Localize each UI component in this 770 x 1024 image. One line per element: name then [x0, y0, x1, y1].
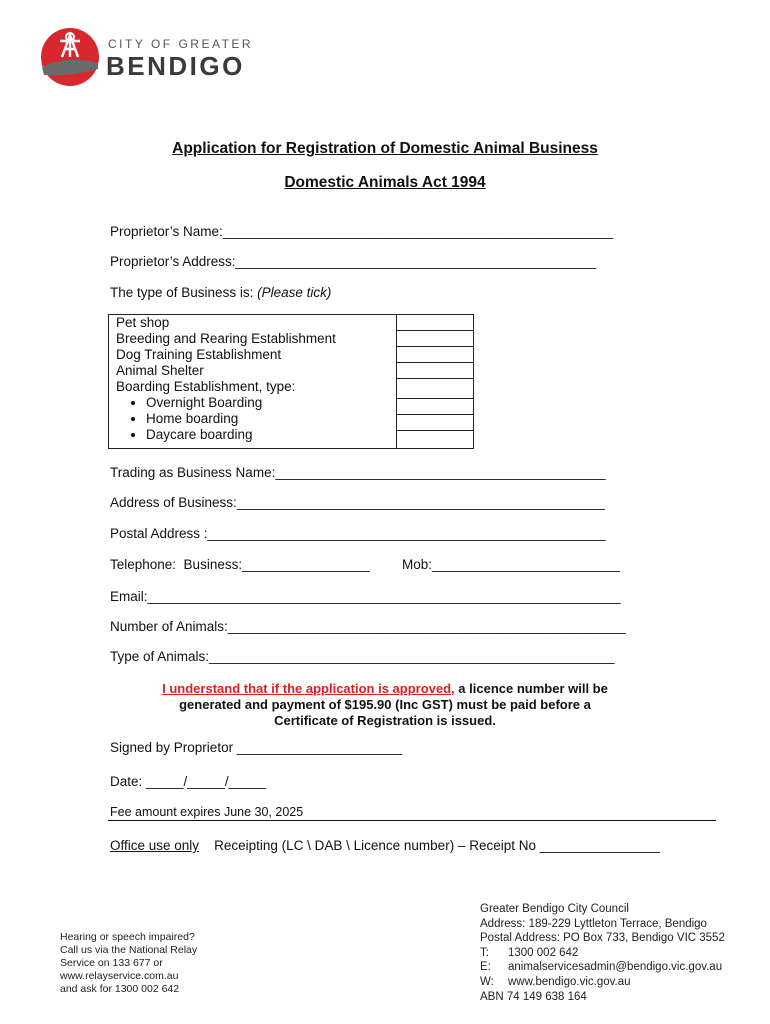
tick-box-overnight[interactable] [397, 399, 473, 415]
business-type-note: (Please tick) [257, 285, 332, 300]
hearing-line: Call us via the National Relay [60, 944, 198, 956]
tick-box-animal-shelter[interactable] [397, 363, 473, 379]
office-use-row [110, 838, 660, 853]
hearing-line: and ask for 1300 002 642 [60, 983, 180, 995]
tick-box-boarding[interactable] [397, 379, 473, 399]
council-web[interactable]: www.bendigo.vic.gov.au [508, 975, 631, 988]
business-type-item: Breeding and Rearing Establishment [116, 331, 336, 346]
notice-line3: Certificate of Registration is issued. [274, 713, 496, 728]
tick-box-daycare[interactable] [397, 431, 473, 448]
number-of-animals-field[interactable]: Number of Animals:_____________________________________________________ [110, 619, 626, 634]
tick-box-breeding[interactable] [397, 331, 473, 347]
fee-expiry-note: Fee amount expires June 30, 2025 [110, 805, 304, 819]
hearing-line: Service on 133 677 or [60, 957, 163, 969]
notice-red-text: I understand that if the application is approved, [162, 681, 455, 696]
council-phone: 1300 002 642 [508, 946, 579, 959]
city-logo [38, 27, 268, 89]
phone-label: T: [480, 946, 489, 959]
proprietor-address-field[interactable]: Proprietor’s Address:________________________________________________ [110, 254, 596, 269]
receipting-field[interactable]: Receipting (LC \ DAB \ Licence number) – Receipt No ________________ [214, 838, 660, 853]
email-label: E: [480, 961, 491, 974]
business-type-list [109, 315, 397, 449]
notice-text: a licence number will be [454, 681, 608, 696]
boarding-type-list [116, 395, 396, 443]
council-email[interactable]: animalservicesadmin@bendigo.vic.gov.au [508, 961, 723, 974]
hearing-impaired-info [60, 931, 197, 996]
council-abn: ABN 74 149 638 164 [480, 990, 587, 1003]
business-type-label: The type of Business is: [110, 285, 258, 300]
date-field[interactable]: Date: _____/_____/_____ [110, 774, 267, 789]
tick-box-column [397, 315, 474, 449]
tick-box-home[interactable] [397, 415, 473, 431]
logo-line1: CITY OF GREATER [108, 37, 254, 51]
council-name: Greater Bendigo City Council [480, 903, 629, 915]
logo-line2: BENDIGO [106, 51, 245, 81]
boarding-type-item: • Daycare boarding [146, 427, 396, 443]
tick-box-pet-shop[interactable] [397, 315, 473, 331]
form-subtitle: Domestic Animals Act 1994 [284, 174, 486, 191]
signature-field[interactable]: Signed by Proprietor ______________________ [110, 740, 402, 755]
notice-line2: generated and payment of $195.90 (Inc GST) must be paid before a [179, 697, 591, 712]
business-type-item: Dog Training Establishment [116, 347, 282, 362]
proprietor-name-field[interactable]: Proprietor’s Name:____________________________________________________ [110, 224, 614, 239]
divider [108, 820, 716, 821]
bendigo-logo-icon [38, 27, 102, 89]
form-title: Application for Registration of Domestic Animal Business [172, 140, 598, 157]
hearing-line: Hearing or speech impaired? [60, 931, 195, 943]
type-of-animals-field[interactable]: Type of Animals:______________________________________________________ [110, 649, 615, 664]
postal-address-field[interactable]: Postal Address :_____________________________________________________ [110, 526, 606, 541]
council-postal: Postal Address: PO Box 733, Bendigo VIC 3552 [480, 932, 725, 945]
council-address: Address: 189-229 Lyttleton Terrace, Bendigo [480, 917, 707, 930]
business-type-item: Pet shop [116, 315, 170, 330]
business-type-table [108, 314, 474, 449]
email-field[interactable]: Email:_______________________________________________________________ [110, 589, 621, 604]
business-type-item: Boarding Establishment, type: [116, 379, 296, 394]
business-address-field[interactable]: Address of Business:_________________________________________________ [110, 495, 605, 510]
office-use-label: Office use only [110, 838, 200, 853]
approval-notice [0, 681, 770, 729]
boarding-type-item: • Overnight Boarding [146, 395, 396, 411]
hearing-line: www.relayservice.com.au [60, 970, 179, 982]
mobile-field[interactable]: Mob:_________________________ [402, 557, 620, 572]
web-label: W: [480, 975, 494, 988]
trading-name-field[interactable]: Trading as Business Name:____________________________________________ [110, 465, 606, 480]
business-type-item: Animal Shelter [116, 363, 204, 378]
council-contact [480, 902, 725, 1004]
telephone-business-field[interactable]: Telephone: Business:_________________ [110, 557, 370, 572]
boarding-type-item: • Home boarding [146, 411, 396, 427]
tick-box-dog-training[interactable] [397, 347, 473, 363]
business-type-prompt [110, 285, 331, 300]
